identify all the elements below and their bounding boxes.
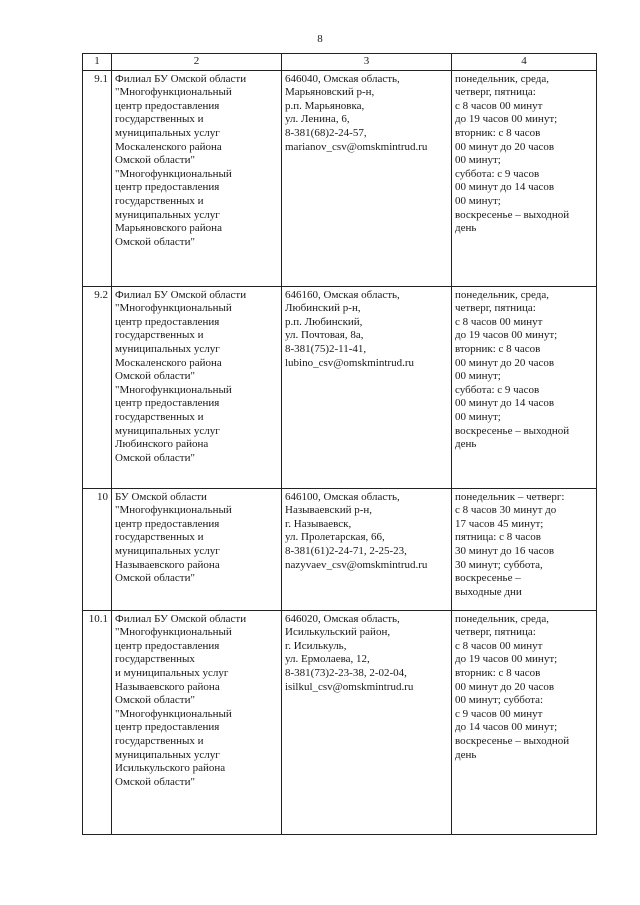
center-name: Филиал БУ Омской области "Многофункциональный центр предоставления государственных и муниципальных услуг Москаленского района Омской области" "Многофункциональный центр предоставления государственных и муниципальных услуг Марьяновского района Омской области": [112, 70, 282, 286]
center-address: 646100, Омская область, Называевский р-н, г. Называевск, ул. Пролетарская, 66, 8-381(61)2-24-71, 2-25-23, nazyvaev_csv@omskmintrud.ru: [282, 488, 452, 610]
center-name: Филиал БУ Омской области "Многофункциональный центр предоставления государственных и муниципальных услуг Называевского района Омской области" "Многофункциональный центр предоставления государственных и муниципальных услуг Исилькульского района Омской области": [112, 610, 282, 834]
center-name: БУ Омской области "Многофункциональный центр предоставления государственных и муниципальных услуг Называевского района Омской области": [112, 488, 282, 610]
table-header-row: [83, 54, 597, 71]
row-number: 9.1: [83, 70, 112, 286]
table-row: [83, 286, 597, 488]
center-address: 646160, Омская область, Любинский р-н, р.п. Любинский, ул. Почтовая, 8а, 8-381(75)2-11-41, lubino_csv@omskmintrud.ru: [282, 286, 452, 488]
column-header: 3: [282, 54, 452, 71]
column-header: 1: [83, 54, 112, 71]
center-schedule: понедельник, среда, четверг, пятница: с 8 часов 00 минут до 19 часов 00 минут; вторник: с 8 часов 00 минут до 20 часов 00 минут; суббота: с 9 часов 00 минут до 14 часов 00 минут; воскресенье – выходной день: [452, 286, 597, 488]
center-schedule: понедельник, среда, четверг, пятница: с 8 часов 00 минут до 19 часов 00 минут; вторник: с 8 часов 00 минут до 20 часов 00 минут; суббота: с 9 часов 00 минут до 14 часов 00 минут; воскресенье – выходной день: [452, 610, 597, 834]
table-row: [83, 610, 597, 834]
row-number: 10: [83, 488, 112, 610]
service-centers-table: [82, 53, 597, 835]
column-header: 4: [452, 54, 597, 71]
table-row: [83, 488, 597, 610]
row-number: 9.2: [83, 286, 112, 488]
table-row: [83, 70, 597, 286]
center-schedule: понедельник, среда, четверг, пятница: с 8 часов 00 минут до 19 часов 00 минут; вторник: с 8 часов 00 минут до 20 часов 00 минут; суббота: с 9 часов 00 минут до 14 часов 00 минут; воскресенье – выходной день: [452, 70, 597, 286]
center-address: 646040, Омская область, Марьяновский р-н, р.п. Марьяновка, ул. Ленина, 6, 8-381(68)2-24-57, marianov_csv@omskmintrud.ru: [282, 70, 452, 286]
row-number: 10.1: [83, 610, 112, 834]
page-number: 8: [317, 33, 323, 45]
center-address: 646020, Омская область, Исилькульский район, г. Исилькуль, ул. Ермолаева, 12, 8-381(73)2-23-38, 2-02-04, isilkul_csv@omskmintrud.ru: [282, 610, 452, 834]
center-schedule: понедельник – четверг: с 8 часов 30 минут до 17 часов 45 минут; пятница: с 8 часов 30 минут до 16 часов 30 минут; суббота, воскресенье – выходные дни: [452, 488, 597, 610]
center-name: Филиал БУ Омской области "Многофункциональный центр предоставления государственных и муниципальных услуг Москаленского района Омской области" "Многофункциональный центр предоставления государственных и муниципальных услуг Любинского района Омской области": [112, 286, 282, 488]
column-header: 2: [112, 54, 282, 71]
